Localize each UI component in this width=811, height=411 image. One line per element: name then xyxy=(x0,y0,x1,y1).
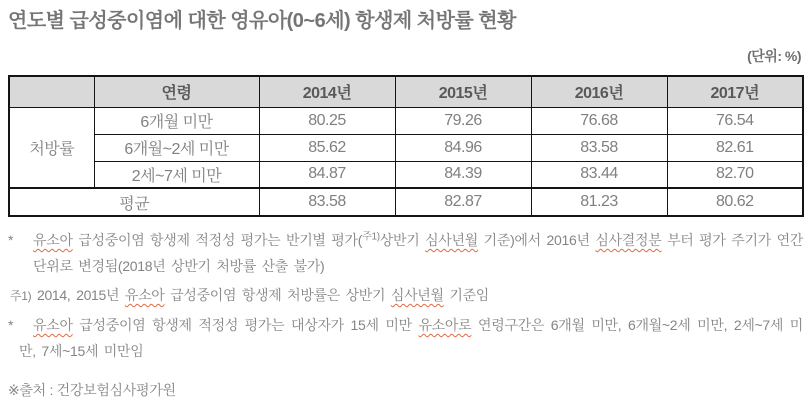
header-row xyxy=(9,76,803,107)
footnote-bullet: * xyxy=(8,317,14,333)
footnote-1 xyxy=(8,227,803,279)
footnote-ref-sup: 주1) xyxy=(362,231,380,243)
row-group-label: 처방률 xyxy=(9,107,94,188)
value-cell: 82.70 xyxy=(667,161,803,188)
value-cell: 80.62 xyxy=(667,188,803,216)
footnote-text: 심사년월 xyxy=(390,287,444,303)
value-cell: 79.26 xyxy=(395,107,531,134)
value-cell: 81.23 xyxy=(531,188,667,216)
value-cell: 80.25 xyxy=(259,107,395,134)
age-cell: 6개월~2세 미만 xyxy=(94,134,259,161)
footnote-marker: 주1) xyxy=(10,289,32,303)
age-cell: 2세~7세 미만 xyxy=(94,161,259,188)
value-cell: 83.44 xyxy=(531,161,667,188)
footnote-2 xyxy=(8,282,803,309)
footnote-text: 급성중이염 항생제 적정성 평가는 반기별 평가( xyxy=(72,232,363,248)
value-cell: 82.87 xyxy=(395,188,531,216)
year-header-2017: 2017년 xyxy=(667,76,803,107)
footnote-3 xyxy=(8,312,803,364)
unit-label: (단위: %) xyxy=(747,48,801,64)
average-label: 평균 xyxy=(9,188,259,216)
footnote-text: 심사년월 xyxy=(425,232,478,248)
value-cell: 82.61 xyxy=(667,134,803,161)
footnote-text: 상반기 xyxy=(379,232,426,248)
corner-cell xyxy=(9,76,94,107)
footnote-text: 심사결정분 xyxy=(595,232,662,248)
footnote-bullet: * xyxy=(8,232,14,248)
value-cell: 83.58 xyxy=(259,188,395,216)
footnote-text: 기준)에서 2016년 xyxy=(477,232,596,248)
unit-row xyxy=(8,46,803,66)
value-cell: 85.62 xyxy=(259,134,395,161)
average-row xyxy=(9,188,803,216)
year-header-2016: 2016년 xyxy=(531,76,667,107)
value-cell: 76.54 xyxy=(667,107,803,134)
source-citation: ※출처 : 건강보험심사평가원 xyxy=(8,382,176,398)
footnote-text: 급성중이염 항생제 적정성 평가는 대상자가 15세 미만 xyxy=(72,317,419,333)
footnote-text: 유소아 xyxy=(33,317,73,333)
prescription-rate-table xyxy=(8,75,804,217)
year-header-2014: 2014년 xyxy=(259,76,395,107)
age-cell: 6개월 미만 xyxy=(94,107,259,134)
footnote-text: 유소아 xyxy=(33,232,73,248)
footnote-text: 부터 평가 주기가 연간단위로 변경됨(2018년 상반기 처방률 산출 불가) xyxy=(33,232,804,274)
value-cell: 84.87 xyxy=(259,161,395,188)
footnotes xyxy=(8,227,803,364)
footnote-text: 연령구간은 6개월 미만, 6개월~2세 미만, 2세~7세 미만, 7세~15세 미만임 xyxy=(19,317,803,359)
age-header-cell: 연령 xyxy=(94,76,259,107)
footnote-text: 기준임 xyxy=(443,287,490,303)
footnote-text: 급성중이염 항생제 처방률은 상반기 xyxy=(164,287,391,303)
value-cell: 84.39 xyxy=(395,161,531,188)
value-cell: 83.58 xyxy=(531,134,667,161)
table-row xyxy=(9,107,803,134)
footnote-text: 유소아 xyxy=(124,287,165,303)
year-header-2015: 2015년 xyxy=(395,76,531,107)
value-cell: 76.68 xyxy=(531,107,667,134)
value-cell: 84.96 xyxy=(395,134,531,161)
footnote-text: 유소아로 xyxy=(418,317,472,333)
table-row xyxy=(9,134,803,161)
table-row xyxy=(9,161,803,188)
footnote-text: 2014, 2015년 xyxy=(31,287,125,303)
page-title: 연도별 급성중이염에 대한 영유아(0~6세) 항생제 처방률 현황 xyxy=(8,10,516,32)
